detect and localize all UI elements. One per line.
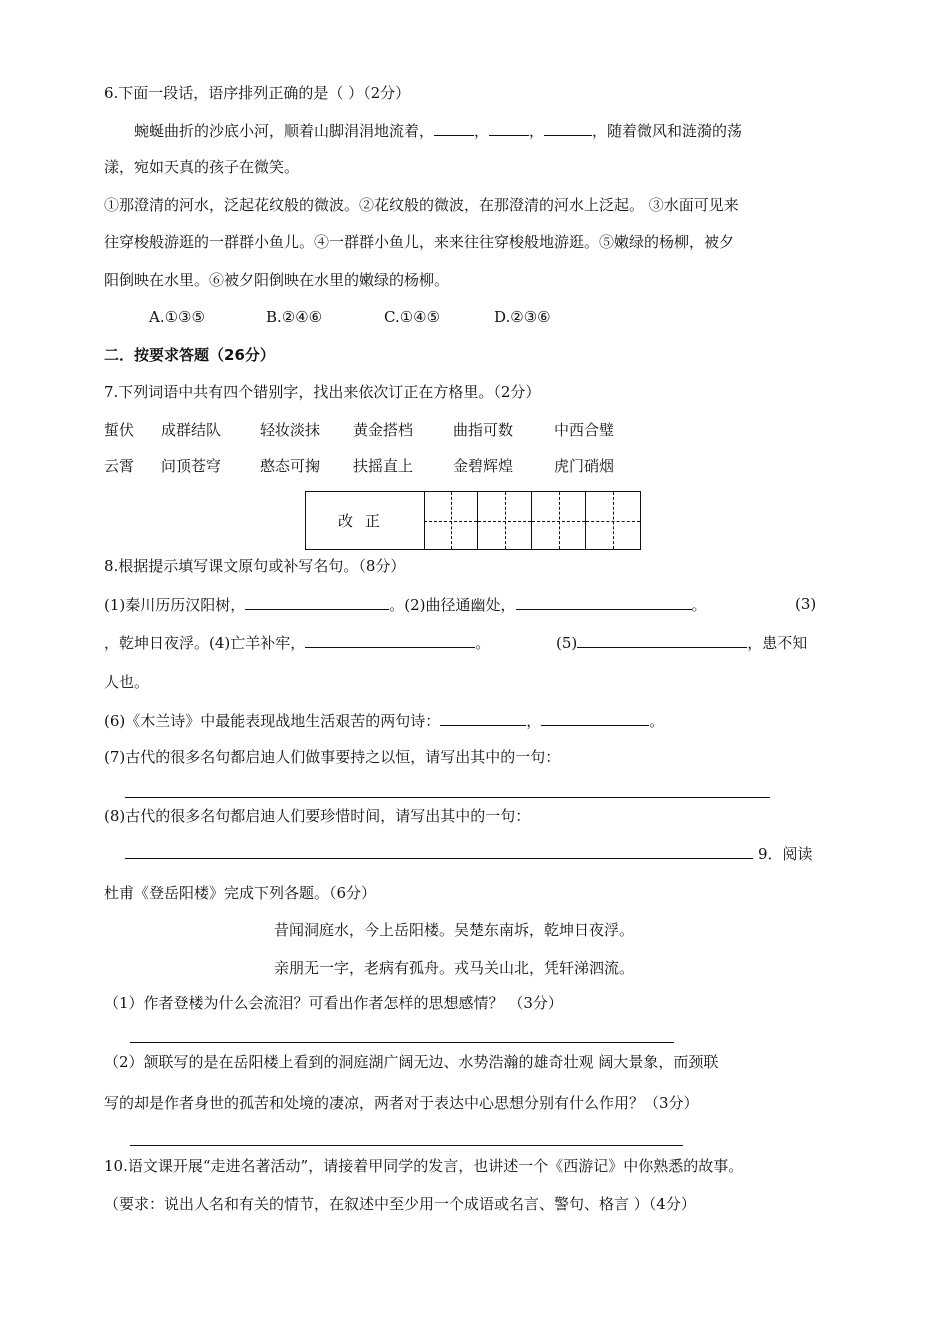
correction-grid [305,491,641,550]
q8-title: 8.根据提示填写课文原句或补写名句。（8分） [104,557,406,575]
q6-options-line2: 往穿梭般游逛的一群群小鱼儿。④一群群小鱼儿，来来往往穿梭般地游逛。⑤嫩绿的杨柳，被夕 [104,233,735,251]
q9-answer-line-2[interactable] [130,1145,683,1146]
q8-blank-1[interactable] [245,594,389,610]
q8-line1 [104,594,707,615]
q7-title: 7.下列词语中共有四个错别字，找出来依次订正在方格里。（2分） [104,383,541,401]
q7-word: 憨态可掬 [260,457,321,475]
q6-passage-part2: ，随着微风和涟漪的荡 [592,122,743,140]
choice-b[interactable]: B.②④⑥ [266,308,323,326]
q8-l2c: (5) [556,634,578,652]
section-2-title: 二．按要求答题（26分） [104,346,275,364]
q9-sub1: （1）作者登楼为什么会流泪？可看出作者怎样的思想感情？ （3分） [104,994,563,1012]
q7-word: 黄金搭档 [353,421,414,439]
q7-word: 成群结队 [161,421,222,439]
q7-word: 扶摇直上 [353,457,414,475]
q8-l1c: 。 [691,596,707,614]
poem-line-1: 昔闻洞庭水，今上岳阳楼。吴楚东南坼，乾坤日夜浮。 [274,921,635,939]
q6-sep-2: ， [529,122,545,140]
q8-line5: (7)古代的很多名句都启迪人们做事要持之以恒，请写出其中的一句： [104,748,561,766]
choice-d[interactable]: D.②③⑥ [494,308,551,326]
q8-blank-2[interactable] [516,594,692,610]
q8-line2 [104,632,490,653]
q7-word: 虎门硝烟 [554,457,615,475]
q7-word: 云霄 [104,457,135,475]
q8-l1a: (1)秦川历历汉阳树， [104,596,246,614]
q6-blank-2[interactable] [489,120,529,136]
q7-word: 问顶苍穹 [161,457,222,475]
choice-c[interactable]: C.①④⑤ [384,308,441,326]
q7-word: 曲指可数 [453,421,514,439]
q9-answer-line-1[interactable] [130,1042,674,1043]
correction-cell-3[interactable] [532,492,586,549]
q10-line1: 10.语文课开展“走进名著活动”，请接着甲同学的发言，也讲述一个《西游记》中你熟悉的故事。 [104,1157,744,1175]
q7-word: 蜇伏 [104,421,135,439]
q8-l2a: ，乾坤日夜浮。(4)亡羊补牢， [104,634,306,652]
q6-passage-line1 [134,120,742,141]
q9-sub2-line1: （2）颔联写的是在岳阳楼上看到的洞庭湖广阔无边、水势浩瀚的雄奇壮观 阔大景象，而颈联 [104,1053,719,1071]
q9-title: 杜甫《登岳阳楼》完成下列各题。（6分） [104,884,377,902]
q8-l1b: 。(2)曲径通幽处， [389,596,516,614]
q6-blank-1[interactable] [434,120,474,136]
q8-answer-line-7[interactable] [125,797,770,798]
correction-cell-1[interactable] [424,492,478,549]
q8-line4 [104,710,664,731]
correction-cell-2[interactable] [478,492,532,549]
correction-label: 改正 [306,492,425,549]
q6-title: 6.下面一段话，语序排列正确的是（ ）（2分） [104,84,411,102]
q6-passage-line2: 漾，宛如天真的孩子在微笑。 [104,158,300,176]
q9-lead: 9．阅读 [758,845,813,863]
q7-word: 轻妆淡抹 [260,421,321,439]
correction-cell-4[interactable] [586,492,640,549]
q7-word: 中西合璧 [554,421,615,439]
poem-line-2: 亲朋无一字，老病有孤舟。戎马关山北，凭轩涕泗流。 [274,959,635,977]
q6-sep-1: ， [474,122,490,140]
q8-l4b: ， [526,712,542,730]
q7-word: 金碧辉煌 [453,457,514,475]
q8-line6: (8)古代的很多名句都启迪人们要珍惜时间，请写出其中的一句： [104,807,531,825]
q8-l2d: ，患不知 [747,634,808,652]
q8-l4a: (6)《木兰诗》中最能表现战地生活艰苦的两句诗： [104,712,441,730]
q8-l2b: 。 [475,634,491,652]
q8-blank-6b[interactable] [541,710,649,726]
choice-a[interactable]: A.①③⑤ [149,308,205,326]
q6-options-line3: 阳倒映在水里。⑥被夕阳倒映在水里的嫩绿的杨柳。 [104,271,450,289]
q6-passage-part1: 蜿蜒曲折的沙底小河，顺着山脚涓涓地流着， [134,122,435,140]
q8-l4c: 。 [649,712,665,730]
q8-line3: 人也。 [104,673,150,691]
q8-l1d: (3) [795,595,817,613]
q8-blank-3[interactable] [305,632,475,648]
q6-blank-3[interactable] [544,120,592,136]
q9-sub2-line2: 写的却是作者身世的孤苦和处境的凄凉，两者对于表达中心思想分别有什么作用？（3分） [104,1094,699,1112]
q10-line2: （要求：说出人名和有关的情节，在叙述中至少用一个成语或名言、警句、格言 ）（4分） [104,1195,696,1213]
q8-blank-4[interactable] [577,632,747,648]
q8-blank-6a[interactable] [440,710,526,726]
q8-line2-right [556,632,807,653]
q8-answer-line-8[interactable] [125,858,753,859]
q6-options-line1: ①那澄清的河水，泛起花纹般的微波。②花纹般的微波，在那澄清的河水上泛起。 ③水面可见来 [104,196,739,214]
